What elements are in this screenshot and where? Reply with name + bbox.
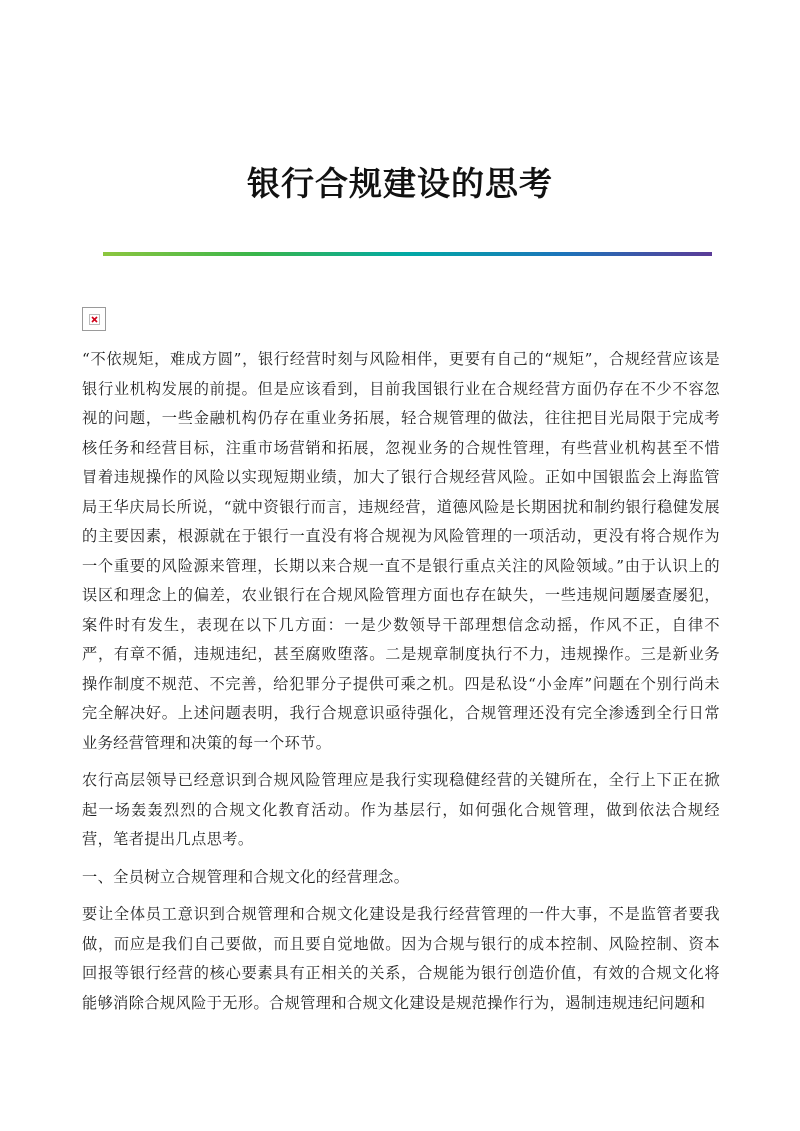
paragraph: 要让全体员工意识到合规管理和合规文化建设是我行经营管理的一件大事，不是监管者要我做，而应是我们自己要做，而且要自觉地做。因为合规与银行的成本控制、风险控制、资本回报等银行经营的核心要素具有正相关的关系，合规能为银行创造价值，有效的合规文化将能够消除合规风险于无形。合规管理和合规文化建设是规范操作行为，遏制违规违纪问题和	[82, 905, 720, 1012]
broken-image-icon	[82, 307, 106, 331]
title-divider	[103, 252, 712, 256]
paragraph: 农行高层领导已经意识到合规风险管理应是我行实现稳健经营的关键所在，全行上下正在掀起一场轰轰烈烈的合规文化教育活动。作为基层行，如何强化合规管理，做到依法合规经营，笔者提出几点思考。	[82, 771, 720, 848]
section-heading: 一、全员树立合规管理和合规文化的经营理念。	[82, 867, 410, 886]
document-body	[82, 345, 720, 1026]
paragraph: “不依规矩，难成方圆”，银行经营时刻与风险相伴，更要有自己的“规矩”，合规经营应该是银行业机构发展的前提。但是应该看到，目前我国银行业在合规经营方面仍存在不少不容忽视的问题，一些金融机构仍存在重业务拓展，轻合规管理的做法，往往把目光局限于完成考核任务和经营目标，注重市场营销和拓展，忽视业务的合规性管理，有些营业机构甚至不惜冒着违规操作的风险以实现短期业绩，加大了银行合规经营风险。正如中国银监会上海监管局王华庆局长所说，“就中资银行而言，违规经营，道德风险是长期困扰和制约银行稳健发展的主要因素，根源就在于银行一直没有将合规视为风险管理的一项活动，更没有将合规作为一个重要的风险源来管理，长期以来合规一直不是银行重点关注的风险领域。”由于认识上的误区和理念上的偏差，农业银行在合规风险管理方面也存在缺失，一些违规问题屡查屡犯，案件时有发生，表现在以下几方面：一是少数领导干部理想信念动摇，作风不正，自律不严，有章不循，违规违纪，甚至腐败堕落。二是规章制度执行不力，违规操作。三是新业务操作制度不规范、不完善，给犯罪分子提供可乘之机。四是私设“小金库”问题在个别行尚未完全解决好。上述问题表明，我行合规意识亟待强化，合规管理还没有完全渗透到全行日常业务经营管理和决策的每一个环节。	[82, 350, 720, 752]
document-title: 银行合规建设的思考	[247, 164, 553, 203]
